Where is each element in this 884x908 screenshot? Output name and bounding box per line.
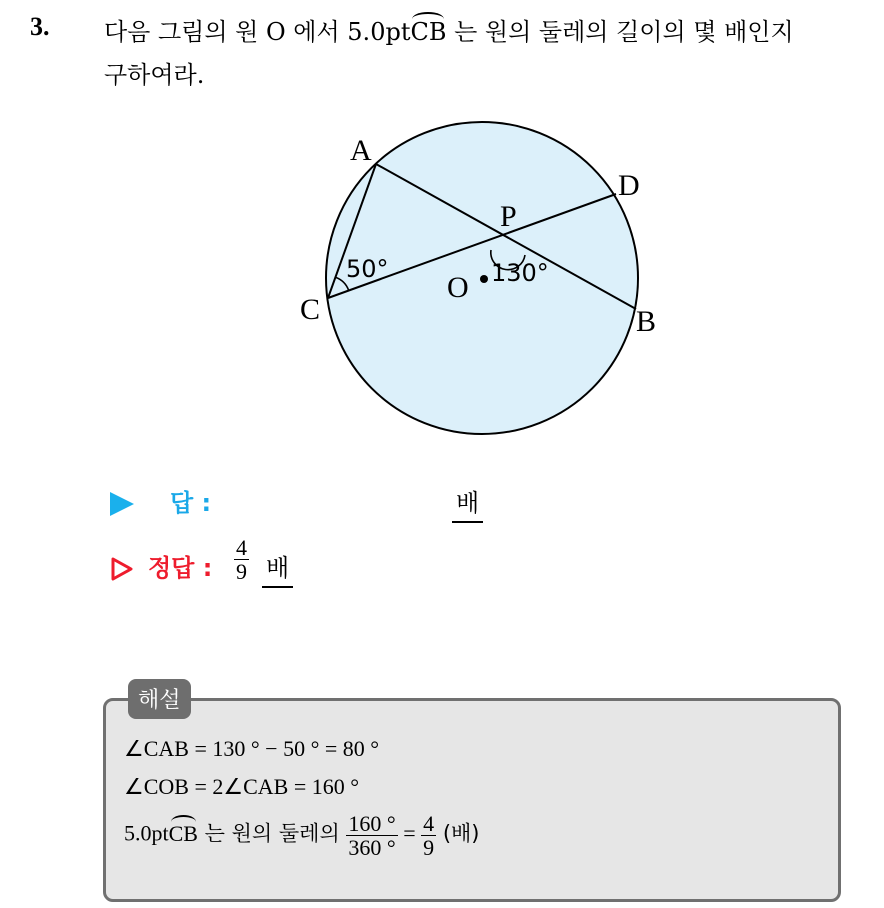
correct-denominator: 9 <box>236 559 247 585</box>
correct-answer-unit: 배 <box>262 548 293 588</box>
solution-frac2-num: 4 <box>423 811 435 836</box>
correct-numerator: 4 <box>236 535 247 560</box>
solution-fraction-1 <box>346 812 397 859</box>
correct-answer-fraction <box>234 536 249 583</box>
correct-answer-row <box>110 548 212 583</box>
solution-fraction-2 <box>421 812 436 859</box>
answer-label: 답 : <box>170 489 212 517</box>
center-dot <box>480 275 488 283</box>
question-number: 3. <box>30 12 50 41</box>
solution-box <box>103 698 841 902</box>
play-outline-icon <box>110 556 134 582</box>
question-text-line2: 구하여라. <box>104 61 205 89</box>
solution-line3-prefix: 5.0pt <box>124 820 169 846</box>
question-text-line1 <box>104 12 794 47</box>
label-d: D <box>618 169 640 202</box>
solution-tag: 해설 <box>128 679 191 719</box>
solution-frac2-den: 9 <box>423 835 435 861</box>
solution-line3-text: 는 원의 둘레의 <box>197 821 347 846</box>
solution-line-3 <box>124 812 480 859</box>
label-p: P <box>500 200 517 233</box>
solution-frac1-num: 160 ° <box>348 811 396 836</box>
play-icon <box>110 492 134 516</box>
answer-input-unit[interactable]: 배 <box>452 483 483 523</box>
angle-130-label: 130° <box>491 259 549 287</box>
solution-frac1-den: 360 ° <box>348 835 396 861</box>
solution-line-1: ∠CAB = 130 ° − 50 ° = 80 ° <box>124 736 380 761</box>
solution-arc-cb: CB <box>168 820 198 846</box>
label-b: B <box>636 305 657 338</box>
question-text-part2: 는 원의 둘레의 길이의 몇 배인지 <box>446 18 794 46</box>
correct-answer-label: 정답 : <box>148 554 213 582</box>
question-text-part1: 다음 그림의 원 O 에서 5.0pt <box>104 18 411 46</box>
solution-line-2: ∠COB = 2∠CAB = 160 ° <box>124 774 360 799</box>
circle-figure <box>290 120 690 450</box>
label-a: A <box>350 134 372 167</box>
answer-row <box>110 483 211 518</box>
solution-equals: = <box>397 820 422 846</box>
label-c: C <box>300 293 321 326</box>
label-o: O <box>447 271 469 304</box>
angle-50-label: 50° <box>346 255 389 283</box>
solution-suffix: (배) <box>436 821 480 846</box>
arc-cb-label: CB <box>410 18 447 46</box>
